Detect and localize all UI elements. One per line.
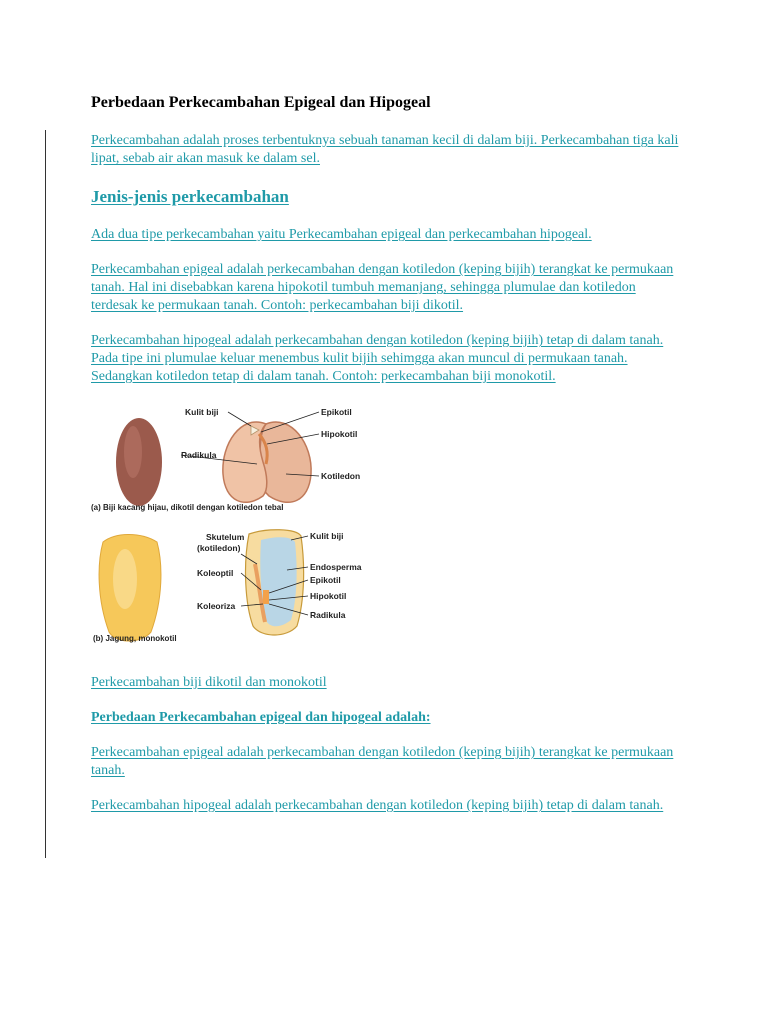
label-epikotil-a: Epikotil	[321, 407, 352, 417]
label-hipokotil-b: Hipokotil	[310, 591, 347, 601]
label-endosperma: Endosperma	[310, 562, 362, 572]
margin-bar	[45, 130, 46, 858]
label-koleoriza: Koleoriza	[197, 601, 236, 611]
types-paragraph-link[interactable]: Ada dua tipe perkecambahan yaitu Perkecambahan epigeal dan perkecambahan hipogeal.	[91, 227, 592, 242]
label-kotiledon: Kotiledon	[321, 471, 361, 481]
figure-caption-link[interactable]: Perkecambahan biji dikotil dan monokotil	[91, 675, 327, 690]
label-epikotil-b: Epikotil	[310, 575, 341, 585]
label-skutelum: Skutelum	[206, 532, 245, 542]
diff-heading-link[interactable]: Perbedaan Perkecambahan epigeal dan hipogeal adalah:	[91, 710, 431, 725]
label-skutelum-2: (kotiledon)	[197, 543, 241, 553]
label-hipokotil-a: Hipokotil	[321, 429, 358, 439]
caption-a: (a) Biji kacang hijau, dikotil dengan kotiledon tebal	[91, 503, 284, 512]
label-radikula-b: Radikula	[310, 610, 346, 620]
section-heading-link[interactable]: Jenis-jenis perkecambahan	[91, 187, 289, 206]
diff-hipogeal-link[interactable]: Perkecambahan hipogeal adalah perkecambahan dengan kotiledon (keping bijih) tetap di dalam tanah.	[91, 798, 664, 813]
diff-epigeal-link[interactable]: Perkecambahan epigeal adalah perkecambahan dengan kotiledon (keping bijih) terangkat ke permukaan tanah.	[91, 745, 674, 778]
epigeal-paragraph-link[interactable]: Perkecambahan epigeal adalah perkecambahan dengan kotiledon (keping bijih) terangkat ke permukaan tanah. Hal ini disebabkan karena hipokotil tumbuh memanjang, sehingga plumulae dan kotiledon terdesak ke permukaan tanah. Contoh: perkecambahan biji dikotil.	[91, 262, 674, 313]
label-kulit-biji-b: Kulit biji	[310, 531, 344, 541]
label-kulit-biji-a: Kulit biji	[185, 407, 219, 417]
page-title: Perbedaan Perkecambahan Epigeal dan Hipogeal	[91, 94, 431, 111]
document-page	[91, 92, 681, 815]
label-koleoptil: Koleoptil	[197, 568, 234, 578]
caption-b: (b) Jagung, monokotil	[93, 634, 177, 643]
label-radikula-a: Radikula	[181, 450, 217, 460]
intro-paragraph-link[interactable]: Perkecambahan adalah proses terbentuknya sebuah tanaman kecil di dalam biji. Perkecambahan tiga kali lipat, sebab air akan masuk ke dalam sel.	[91, 133, 679, 166]
seed-figure	[91, 404, 381, 652]
hipogeal-paragraph-link[interactable]: Perkecambahan hipogeal adalah perkecambahan dengan kotiledon (keping bijih) tetap di dalam tanah. Pada tipe ini plumulae keluar menembus kulit bijih sehimgga akan muncul di permukaan tanah. Sedangkan kotiledon tetap di dalam tanah. Contoh: perkecambahan biji monokotil.	[91, 333, 664, 384]
